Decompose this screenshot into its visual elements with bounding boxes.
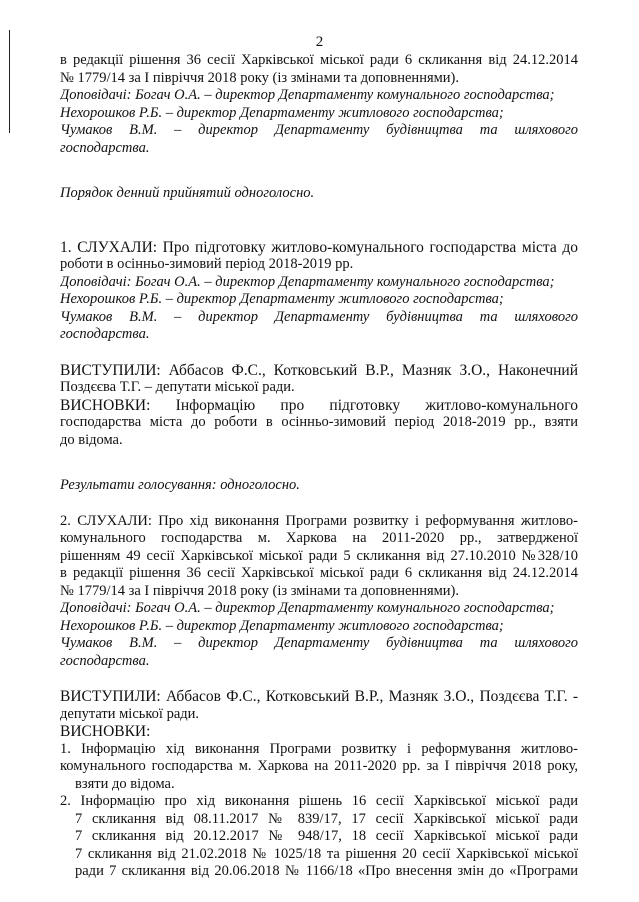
text-line: 7 скликання від 20.12.2017 № 948/17, 18 сесії Харківської міської ради xyxy=(75,828,578,844)
paragraph-gap xyxy=(60,203,578,239)
paragraph-gap xyxy=(60,495,578,513)
text-line: 7 скликання від 08.11.2017 № 839/17, 17 сесії Харківської міської ради xyxy=(75,810,578,827)
text-line: 2. СЛУХАЛИ: Про хід виконання Програми розвитку і реформування житлово- xyxy=(60,512,578,529)
text-line: депутати міської ради. xyxy=(60,705,200,722)
text-line: в редакції рішення 36 сесії Харківської міської ради 6 скликання від 24.12.2014 xyxy=(60,52,578,68)
text-line: ВИСНОВКИ: xyxy=(60,723,151,740)
paragraph-gap xyxy=(60,157,578,185)
text-line: Доповідачі: Богач О.А. – директор Департаменту комунального господарства; xyxy=(60,600,555,616)
text-line: № 1779/14 за І півріччя 2018 року (із змінами та доповненнями). xyxy=(60,69,460,86)
text-line: ВИСТУПИЛИ: Аббасов Ф.С., Котковський В.Р., Мазняк З.О., Наконечний xyxy=(60,361,578,379)
paragraph-gap xyxy=(60,449,578,477)
text-line: 1. СЛУХАЛИ: Про підготовку житлово-комунального господарства міста до xyxy=(60,238,578,256)
text-line: № 1779/14 за І півріччя 2018 року (із змінами та доповненнями). xyxy=(60,582,460,599)
text-line: Порядок денний прийнятий одноголосно. xyxy=(60,185,315,201)
text-line: роботи в осінньо-зимовий період 2018-2019 рр. xyxy=(60,256,354,272)
text-line: Доповідачі: Богач О.А. – директор Департаменту комунального господарства; xyxy=(60,273,555,290)
text-line: господарства. xyxy=(60,652,150,669)
text-line: господарства. xyxy=(60,326,150,342)
text-line: Чумаков В.М. – директор Департаменту будівництва та шляхового xyxy=(60,122,578,138)
text-line: господарства. xyxy=(60,139,150,156)
text-line: 1. Інформацію хід виконання Програми розвитку і реформування житлово- xyxy=(60,740,578,757)
text-line: взяти до відома. xyxy=(75,775,175,792)
text-line: ради 7 скликання від 20.06.2018 № 1166/18 «Про внесення змін до «Програми xyxy=(75,863,578,879)
text-line: Поздєєва Т.Г. – депутати міської ради. xyxy=(60,379,295,395)
text-line: комунального господарства м. Харкова на 2011-2020 рр., затвердженої xyxy=(60,530,578,546)
document-body xyxy=(60,52,578,881)
text-line: Доповідачі: Богач О.А. – директор Департаменту комунального господарства; xyxy=(60,87,555,103)
text-line: в редакції рішення 36 сесії Харківської міської ради 6 скликання від 24.12.2014 xyxy=(60,565,578,581)
text-line: ВИСТУПИЛИ: Аббасов Ф.С., Котковський В.Р., Мазняк З.О., Поздєєва Т.Г. - xyxy=(60,688,578,705)
text-line: 2. Інформацію про хід виконання рішень 16 сесії Харківської міської ради xyxy=(60,793,578,809)
text-line: 7 скликання від 21.02.2018 № 1025/18 та рішення 20 сесії Харківської міської xyxy=(75,845,578,862)
text-line: комунального господарства м. Харкова на 2011-2020 рр. за І півріччя 2018 року, xyxy=(60,758,578,774)
text-line: рішенням 49 сесії Харківської міської ради 5 скликання від 27.10.2010 №328/10 xyxy=(60,547,578,564)
paragraph-gap xyxy=(60,344,578,362)
page-number: 2 xyxy=(315,34,324,50)
text-line: господарства міста до роботи в осінньо-зимовий період 2018-2019 рр., взяти xyxy=(60,414,578,430)
text-line: Чумаков В.М. – директор Департаменту будівництва та шляхового xyxy=(60,635,578,651)
text-line: Чумаков В.М. – директор Департаменту будівництва та шляхового xyxy=(60,308,578,325)
text-line: ВИСНОВКИ: Інформацію про підготовку житлово-комунального xyxy=(60,396,578,414)
text-line: Нехорошков Р.Б. – директор Департаменту житлового господарства; xyxy=(60,104,504,121)
text-line: Нехорошков Р.Б. – директор Департаменту житлового господарства; xyxy=(60,617,504,634)
text-line: до відома. xyxy=(60,431,123,448)
paragraph-gap xyxy=(60,670,578,688)
text-line: Результати голосування: одноголосно. xyxy=(60,477,300,493)
text-line: Нехорошков Р.Б. – директор Департаменту житлового господарства; xyxy=(60,291,504,307)
